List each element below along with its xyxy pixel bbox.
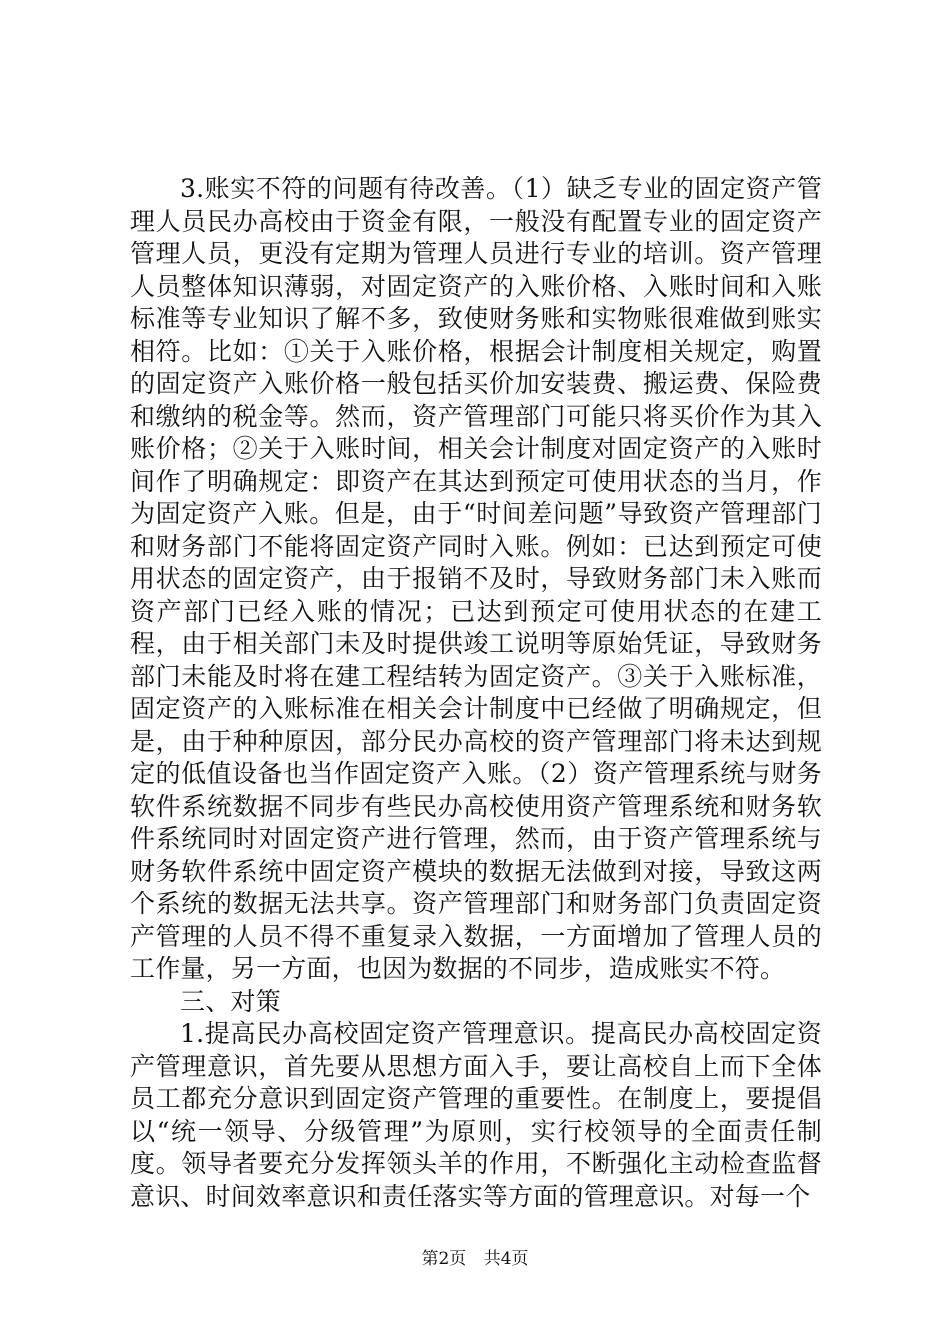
document-body xyxy=(130,173,822,1213)
paragraph-3-discrepancy: 3.账实不符的问题有待改善。（1）缺乏专业的固定资产管理人员民办高校由于资金有限，一般没有配置专业的固定资产管理人员，更没有定期为管理人员进行专业的培训。资产管理人员整体知识薄弱，对固定资产的入账价格、入账时间和入账标准等专业知识了解不多，致使财务账和实物账很难做到账实相符。比如：①关于入账价格，根据会计制度相关规定，购置的固定资产入账价格一般包括买价加安装费、搬运费、保险费和缴纳的税金等。然而，资产管理部门可能只将买价作为其入账价格；②关于入账时间，相关会计制度对固定资产的入账时间作了明确规定：即资产在其达到预定可使用状态的当月，作为固定资产入账。但是，由于“时间差问题”导致资产管理部门和财务部门不能将固定资产同时入账。例如：已达到预定可使用状态的固定资产，由于报销不及时，导致财务部门未入账而资产部门已经入账的情况；已达到预定可使用状态的在建工程，由于相关部门未及时提供竣工说明等原始凭证，导致财务部门未能及时将在建工程结转为固定资产。③关于入账标准，固定资产的入账标准在相关会计制度中已经做了明确规定，但是，由于种种原因，部分民办高校的资产管理部门将未达到规定的低值设备也当作固定资产入账。（2）资产管理系统与财务软件系统数据不同步有些民办高校使用资产管理系统和财务软件系统同时对固定资产进行管理，然而，由于资产管理系统与财务软件系统中固定资产模块的数据无法做到对接，导致这两个系统的数据无法共享。资产管理部门和财务部门负责固定资产管理的人员不得不重复录入数据，一方面增加了管理人员的工作量，另一方面，也因为数据的不同步，造成账实不符。 xyxy=(130,174,822,983)
page-total: 共4页 xyxy=(483,1249,529,1269)
paragraph-1-awareness: 1.提高民办高校固定资产管理意识。提高民办高校固定资产管理意识，首先要从思想方面入手，要让高校自上而下全体员工都充分意识到固定资产管理的重要性。在制度上，要提倡以“统一领导、分级管理”为原则，实行校领导的全面责任制度。领导者要充分发挥领头羊的作用，不断强化主动检查监督意识、时间效率意识和责任落实等方面的管理意识。对每一个 xyxy=(130,1019,822,1211)
section-heading-countermeasures: 三、对策 xyxy=(180,986,281,1016)
page-footer xyxy=(0,1244,950,1269)
page-number: 第2页 xyxy=(421,1249,467,1269)
